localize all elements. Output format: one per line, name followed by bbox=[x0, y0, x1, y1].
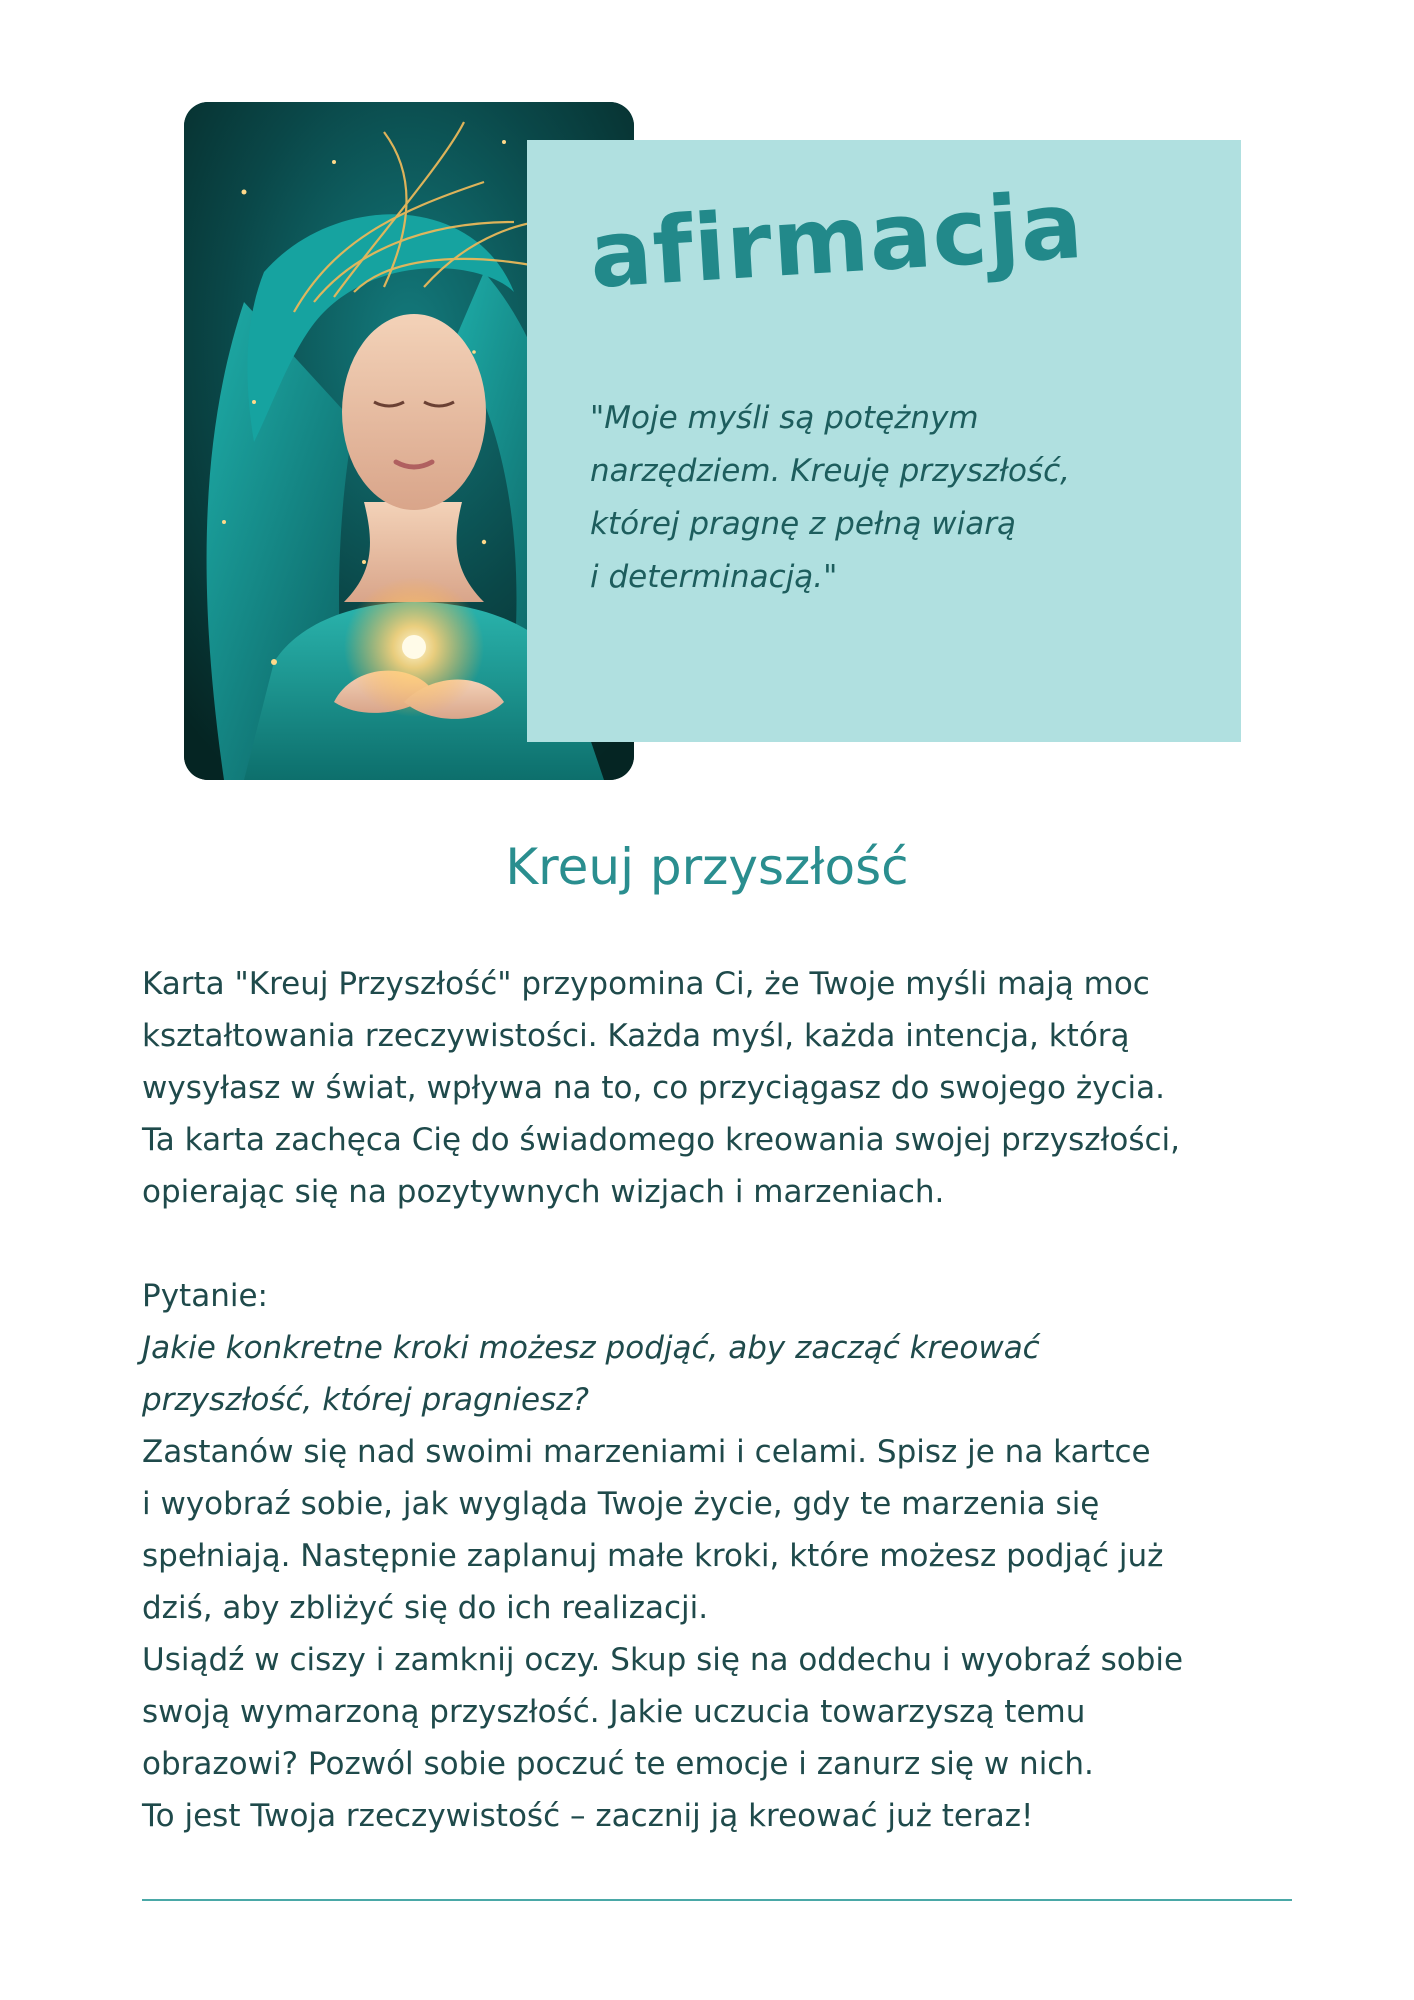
card-description-section bbox=[142, 958, 1302, 1842]
card-description: Karta "Kreuj Przyszłość" przypomina Ci, że Twoje myśli mają moc kształtowania rzeczywistości. Każda myśl, każda intencja, którą wysyłasz w świat, wpływa na to, co przyciągasz do swojego życia. Ta karta zachęca Cię do świadomego kreowania swojej przyszłości, opierając się na pozytywnych wizjach i marzeniach. bbox=[142, 966, 1180, 1210]
closing-sentence: To jest Twoja rzeczywistość – zacznij ją kreować już teraz! bbox=[142, 1798, 1034, 1834]
question-text: Jakie konkretne kroki możesz podjąć, aby zacząć kreować przyszłość, której pragniesz? bbox=[142, 1330, 1040, 1418]
affirmation-heading: afirmacja bbox=[586, 171, 1087, 309]
question-label: Pytanie: bbox=[142, 1278, 268, 1314]
exercise-paragraph-2: Usiądź w ciszy i zamknij oczy. Skup się na oddechu i wyobraź sobie swoją wymarzoną przyszłość. Jakie uczucia towarzyszą temu obrazowi? Pozwól sobie poczuć te emocje i zanurz się w nich. bbox=[142, 1642, 1184, 1782]
page-title: Kreuj przyszłość bbox=[505, 838, 909, 896]
affirmation-box bbox=[527, 140, 1241, 742]
paragraph-spacer bbox=[142, 1218, 1302, 1270]
affirmation-quote: "Moje myśli są potężnym narzędziem. Kreuję przyszłość, której pragnę z pełną wiarą i determinacją." bbox=[590, 400, 1070, 595]
bottom-divider bbox=[142, 1899, 1292, 1901]
exercise-paragraph-1: Zastanów się nad swoimi marzeniami i celami. Spisz je na kartce i wyobraź sobie, jak wygląda Twoje życie, gdy te marzenia się spełniają. Następnie zaplanuj małe kroki, które możesz podjąć już dziś, aby zbliżyć się do ich realizacji. bbox=[142, 1434, 1164, 1626]
